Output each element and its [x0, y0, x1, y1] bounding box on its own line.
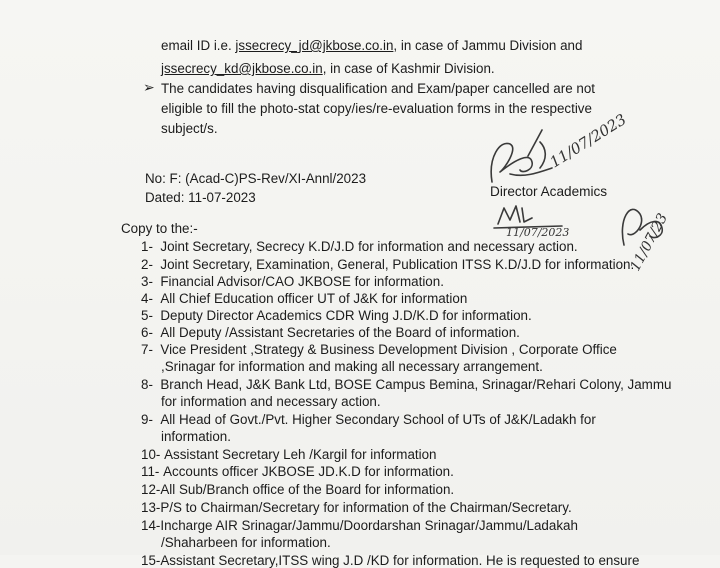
copy-item-4: 4- All Chief Education officer UT of J&K for information	[141, 291, 468, 306]
kashmir-email-link[interactable]: jssecrecy_kd@jkbose.co.in	[161, 61, 323, 76]
copy-item-11: 11- Accounts officer JKBOSE JD.K.D for information.	[141, 464, 454, 479]
reference-date: Dated: 11-07-2023	[145, 190, 256, 205]
jammu-email-link[interactable]: jssecrecy_jd@jkbose.co.in	[235, 38, 394, 53]
copy-item-8-cont: for information and necessary action.	[161, 394, 381, 409]
copy-item-5: 5- Deputy Director Academics CDR Wing J.D/K.D for information.	[141, 308, 532, 323]
copy-item-7: 7- Vice President ,Strategy & Business Development Division , Corporate Office	[141, 342, 617, 357]
copy-item-13: 13-P/S to Chairman/Secretary for information of the Chairman/Secretary.	[141, 500, 572, 515]
intro-line-2	[161, 61, 495, 76]
copy-item-10: 10- Assistant Secretary Leh /Kargil for information	[141, 447, 437, 462]
designation: Director Academics	[490, 184, 608, 199]
bullet-line-3: subject/s.	[161, 121, 218, 136]
signature-date: 11/07/2023	[546, 110, 630, 172]
initials-date: 11/07/2023	[506, 226, 570, 239]
copy-item-8: 8- Branch Head, J&K Bank Ltd, BOSE Campus Bemina, Srinagar/Rehari Colony, Jammu	[141, 377, 672, 392]
copy-item-12: 12-All Sub/Branch office of the Board for information.	[141, 482, 455, 497]
initials-signature	[492, 198, 587, 240]
copy-item-14: 14-Incharge AIR Srinagar/Jammu/Doordarshan Srinagar/Jammu/Ladakah	[141, 518, 578, 533]
copy-to-heading: Copy to the:-	[121, 221, 198, 236]
copy-item-3: 3- Financial Advisor/CAO JKBOSE for information.	[141, 274, 444, 289]
copy-item-9: 9- All Head of Govt./Pvt. Higher Secondary School of UTs of J&K/Ladakh for	[141, 412, 596, 427]
copy-item-6: 6- All Deputy /Assistant Secretaries of the Board of information.	[141, 325, 520, 340]
copy-item-9-cont: information.	[161, 429, 231, 444]
intro-suffix-jammu: , in case of Jammu Division and	[393, 38, 583, 53]
reference-number: No: F: (Acad-C)PS-Rev/XI-Annl/2023	[145, 171, 367, 186]
copy-item-1: 1- Joint Secretary, Secrecy K.D/J.D for information and necessary action.	[141, 239, 578, 254]
margin-date: 11/07/23	[627, 210, 672, 274]
copy-item-14-cont: /Shaharbeen for information.	[161, 535, 331, 550]
bullet-line-1: The candidates having disqualification and Exam/paper cancelled are not	[161, 81, 595, 96]
copy-item-15: 15-Assistant Secretary,ITSS wing J.D /KD for information. He is requested to ensure	[141, 553, 640, 568]
intro-suffix-kashmir: , in case of Kashmir Division.	[322, 61, 495, 76]
arrow-bullet-icon: ➢	[143, 79, 155, 95]
bullet-line-2: eligible to fill the photo-stat copy/ies/re-evaluation forms in the respective	[161, 101, 592, 116]
intro-line-1	[161, 38, 582, 53]
intro-prefix: email ID i.e.	[161, 38, 236, 53]
copy-item-2: 2- Joint Secretary, Examination, General, Publication ITSS K.D/J.D for information.	[141, 257, 635, 272]
copy-item-7-cont: ,Srinagar for information and making all necessary arrangement.	[161, 359, 543, 374]
